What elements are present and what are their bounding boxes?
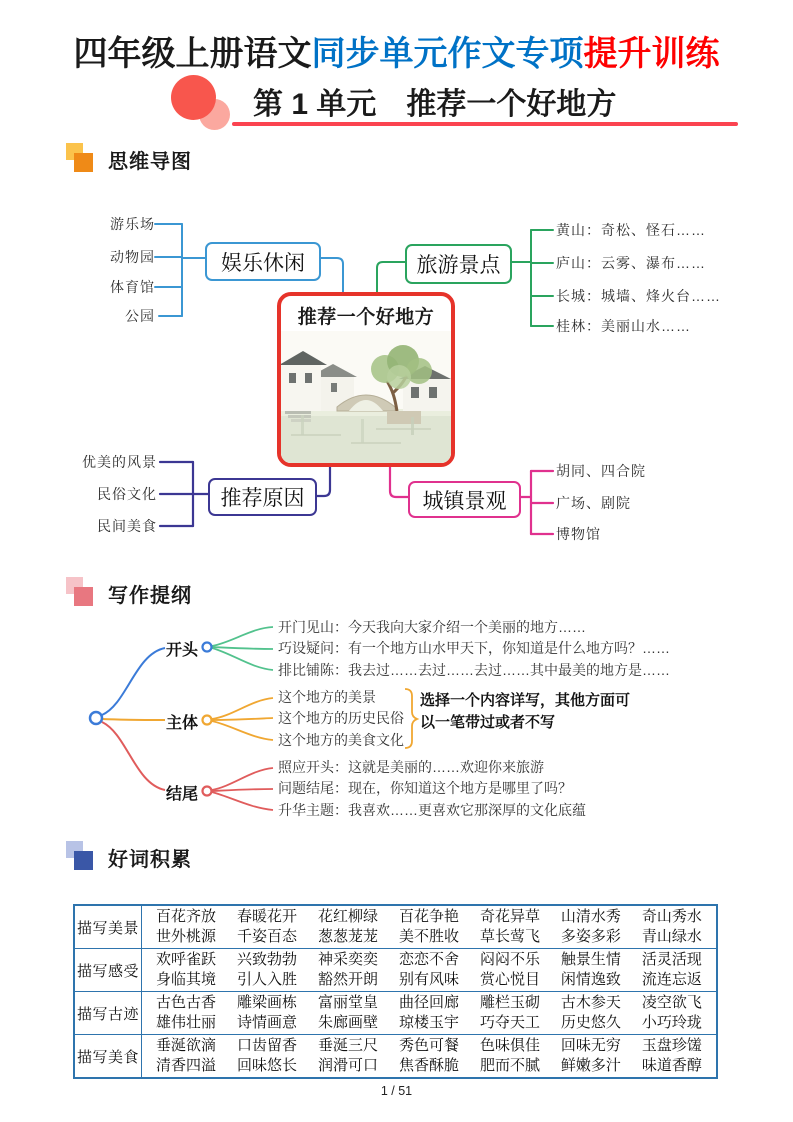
word-item: 琼楼玉宇 bbox=[398, 1014, 459, 1031]
word-item: 朱廊画壁 bbox=[317, 1014, 378, 1031]
mindmap-child-label: 民俗文化 bbox=[97, 486, 157, 502]
word-item: 古色古香 bbox=[156, 994, 217, 1011]
word-item: 百花争艳 bbox=[398, 908, 459, 925]
word-item: 身临其境 bbox=[156, 971, 217, 988]
mindmap-child-label: 黄山：奇松、怪石…… bbox=[556, 222, 706, 238]
title-part-black: 四年级上册语文 bbox=[73, 35, 312, 73]
mindmap-child-label: 民间美食 bbox=[97, 518, 157, 534]
word-item: 闷闷不乐 bbox=[479, 951, 540, 968]
word-item: 草长莺飞 bbox=[479, 928, 540, 945]
words-table-row bbox=[74, 1035, 717, 1079]
words-row-cell bbox=[142, 1035, 718, 1079]
word-item: 垂涎欲滴 bbox=[156, 1037, 217, 1054]
mindmap-branch-box-entertainment: 娱乐休闲 bbox=[205, 242, 321, 281]
word-item: 花红柳绿 bbox=[317, 908, 378, 925]
mindmap-child-label: 游乐场 bbox=[110, 216, 155, 232]
overlap-squares-icon bbox=[66, 577, 96, 609]
outline-item: 这个地方的历史民俗 bbox=[278, 710, 404, 726]
outline-item: 排比铺陈：我去过……去过……去过……其中最美的地方是…… bbox=[278, 662, 670, 678]
overlap-squares-icon bbox=[66, 841, 96, 873]
overlap-squares-icon bbox=[66, 143, 96, 175]
word-item: 历史悠久 bbox=[560, 1014, 621, 1031]
word-item: 春暖花开 bbox=[236, 908, 297, 925]
mindmap-child-label: 胡同、四合院 bbox=[556, 463, 646, 479]
word-item: 赏心悦目 bbox=[479, 971, 540, 988]
section-header-mindmap bbox=[66, 143, 192, 175]
outline-body-note bbox=[420, 690, 670, 734]
word-item: 秀色可餐 bbox=[398, 1037, 459, 1054]
mindmap-center-title: 推荐一个好地方 bbox=[297, 307, 435, 328]
words-line bbox=[142, 950, 716, 970]
outline-item: 照应开头：这就是美丽的……欢迎你来旅游 bbox=[278, 759, 544, 775]
word-item: 玉盘珍馐 bbox=[641, 1037, 702, 1054]
words-line bbox=[142, 970, 716, 990]
words-row-cell bbox=[142, 905, 718, 949]
word-item: 诗情画意 bbox=[236, 1014, 297, 1031]
mindmap-child-label: 广场、剧院 bbox=[556, 495, 631, 511]
word-item: 奇花异草 bbox=[479, 908, 540, 925]
subtitle-circle-dark-icon bbox=[171, 75, 216, 120]
outline-item: 巧设疑问：有一个地方山水甲天下，你知道是什么地方吗？…… bbox=[278, 640, 670, 656]
mindmap-center-node bbox=[277, 292, 455, 467]
word-item: 回味无穷 bbox=[560, 1037, 621, 1054]
word-item: 葱葱茏茏 bbox=[317, 928, 378, 945]
words-row-cell bbox=[142, 949, 718, 992]
word-item: 兴致勃勃 bbox=[236, 951, 297, 968]
words-line bbox=[142, 1036, 716, 1056]
words-table-row bbox=[74, 992, 717, 1035]
word-item: 触景生情 bbox=[560, 951, 621, 968]
word-item: 千姿百态 bbox=[236, 928, 297, 945]
words-table bbox=[73, 904, 718, 1079]
mindmap-child-label: 优美的风景 bbox=[82, 454, 157, 470]
word-item: 巧夺天工 bbox=[479, 1014, 540, 1031]
word-item: 鲜嫩多汁 bbox=[560, 1057, 621, 1074]
word-item: 引人入胜 bbox=[236, 971, 297, 988]
word-item: 口齿留香 bbox=[236, 1037, 297, 1054]
word-item: 世外桃源 bbox=[156, 928, 217, 945]
word-item: 小巧玲珑 bbox=[641, 1014, 702, 1031]
word-item: 肥而不腻 bbox=[479, 1057, 540, 1074]
words-row-label: 描写古迹 bbox=[74, 992, 142, 1035]
word-item: 雕栏玉砌 bbox=[479, 994, 540, 1011]
outline-item: 问题结尾：现在，你知道这个地方是哪里了吗？ bbox=[278, 780, 572, 796]
words-line bbox=[142, 993, 716, 1013]
word-item: 润滑可口 bbox=[317, 1057, 378, 1074]
words-row-label: 描写美景 bbox=[74, 905, 142, 949]
section-title: 写作提纲 bbox=[108, 584, 192, 607]
word-item: 山清水秀 bbox=[560, 908, 621, 925]
word-item: 流连忘返 bbox=[641, 971, 702, 988]
word-item: 雄伟壮丽 bbox=[156, 1014, 217, 1031]
word-item: 古木参天 bbox=[560, 994, 621, 1011]
words-table-row bbox=[74, 949, 717, 992]
words-table-row bbox=[74, 905, 717, 949]
word-item: 百花齐放 bbox=[156, 908, 217, 925]
word-item: 欢呼雀跃 bbox=[156, 951, 217, 968]
word-item: 回味悠长 bbox=[236, 1057, 297, 1074]
words-table-body bbox=[74, 905, 717, 1078]
outline-item: 开门见山：今天我向大家介绍一个美丽的地方…… bbox=[278, 619, 586, 635]
title-part-blue: 同步单元作文专项 bbox=[311, 35, 584, 73]
outline-body-note-line2: 以一笔带过或者不写 bbox=[420, 714, 556, 731]
word-item: 清香四溢 bbox=[156, 1057, 217, 1074]
word-item: 垂涎三尺 bbox=[317, 1037, 378, 1054]
words-row-label: 描写美食 bbox=[74, 1035, 142, 1079]
outline-body-note-line1: 选择一个内容详写，其他方面可 bbox=[420, 692, 631, 709]
word-item: 奇山秀水 bbox=[641, 908, 702, 925]
outline-node-opening: 开头 bbox=[166, 642, 199, 659]
word-item: 雕梁画栋 bbox=[236, 994, 297, 1011]
outline-node-body: 主体 bbox=[166, 715, 199, 732]
words-line bbox=[142, 1013, 716, 1033]
words-line bbox=[142, 1056, 716, 1076]
word-item: 焦香酥脆 bbox=[398, 1057, 459, 1074]
subtitle-underline bbox=[232, 122, 738, 126]
words-row-cell bbox=[142, 992, 718, 1035]
words-row-label: 描写感受 bbox=[74, 949, 142, 992]
mindmap-child-label: 长城：城墙、烽火台…… bbox=[556, 288, 721, 304]
water-town-illustration bbox=[281, 331, 451, 463]
section-header-words bbox=[66, 841, 192, 873]
mindmap-child-label: 体育馆 bbox=[110, 279, 155, 295]
mindmap-branch-box-scenic: 旅游景点 bbox=[405, 244, 512, 284]
word-item: 神采奕奕 bbox=[317, 951, 378, 968]
word-item: 别有风味 bbox=[398, 971, 459, 988]
mindmap-child-label: 公园 bbox=[125, 308, 155, 324]
unit-subtitle: 第 1 单元 推荐一个好地方 bbox=[253, 88, 617, 121]
word-item: 美不胜收 bbox=[398, 928, 459, 945]
word-item: 豁然开朗 bbox=[317, 971, 378, 988]
words-line bbox=[142, 907, 716, 927]
word-item: 曲径回廊 bbox=[398, 994, 459, 1011]
mindmap-child-label: 博物馆 bbox=[556, 526, 601, 542]
word-item: 闲情逸致 bbox=[560, 971, 621, 988]
word-item: 富丽堂皇 bbox=[317, 994, 378, 1011]
mindmap-branch-box-townscape: 城镇景观 bbox=[408, 481, 521, 518]
word-item: 活灵活现 bbox=[641, 951, 702, 968]
outline-node-ending: 结尾 bbox=[166, 786, 199, 803]
mindmap-child-label: 庐山：云雾、瀑布…… bbox=[556, 255, 706, 271]
section-title: 好词积累 bbox=[108, 848, 192, 871]
outline-item: 这个地方的美景 bbox=[278, 689, 376, 705]
word-item: 凌空欲飞 bbox=[641, 994, 702, 1011]
page-title bbox=[0, 26, 793, 75]
word-item: 色味俱佳 bbox=[479, 1037, 540, 1054]
title-part-red: 提升训练 bbox=[583, 35, 720, 73]
word-item: 青山绿水 bbox=[641, 928, 702, 945]
mindmap-child-label: 动物园 bbox=[110, 249, 155, 265]
mindmap-branch-box-reasons: 推荐原因 bbox=[208, 478, 317, 516]
outline-item: 升华主题：我喜欢……更喜欢它那深厚的文化底蕴 bbox=[278, 802, 586, 818]
word-item: 多姿多彩 bbox=[560, 928, 621, 945]
section-title: 思维导图 bbox=[108, 150, 192, 173]
section-header-outline bbox=[66, 577, 192, 609]
mindmap-child-label: 桂林：美丽山水…… bbox=[556, 318, 691, 334]
page-number: 1 / 51 bbox=[380, 1084, 413, 1098]
word-item: 恋恋不舍 bbox=[398, 951, 459, 968]
word-item: 味道香醇 bbox=[641, 1057, 702, 1074]
outline-item: 这个地方的美食文化 bbox=[278, 732, 404, 748]
words-line bbox=[142, 927, 716, 947]
